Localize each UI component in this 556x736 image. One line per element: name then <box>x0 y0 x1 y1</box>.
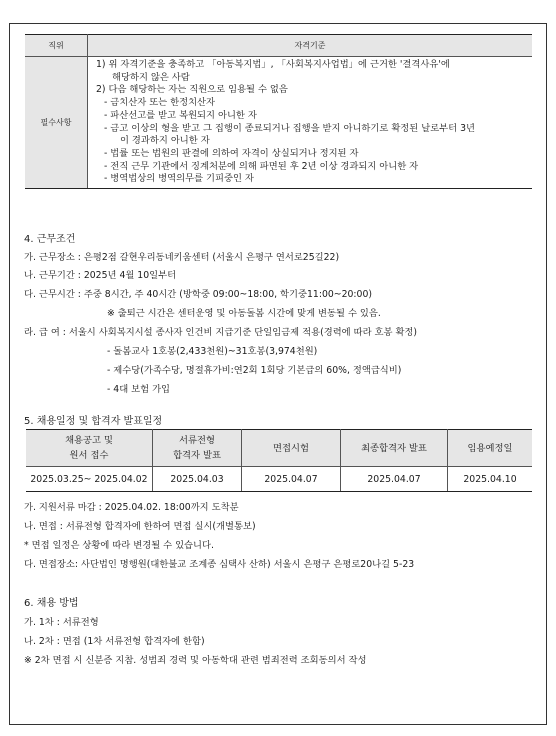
criteria-line: 해당하지 않은 사람 <box>112 71 190 83</box>
section5-title: 5. 채용일정 및 합격자 발표일정 <box>24 416 163 427</box>
criteria-line: - 전직 근무 기관에서 징계처분에 의해 파면된 후 2년 이상 경과되지 아니한 자 <box>104 160 419 172</box>
header-line: 원서 접수 <box>69 450 109 461</box>
schedule-header-interview: 면접시험 <box>242 430 341 467</box>
criteria-line: 이 경과하지 아니한 자 <box>120 135 210 147</box>
header-position: 직위 <box>25 35 88 57</box>
hiring-step: 가. 1차 : 서류전형 <box>24 617 99 628</box>
qualification-row <box>25 57 532 189</box>
criteria-line: - 법률 또는 법원의 판결에 의하여 자격이 상실되거나 정지된 자 <box>104 147 359 159</box>
schedule-header-application <box>26 430 153 467</box>
schedule-header-row <box>26 430 532 467</box>
criteria-line: - 금고 이상의 형을 받고 그 집행이 종료되거나 집행을 받지 아니하기로 확정된 날로부터 3년 <box>104 122 475 134</box>
hiring-note: ※ 2차 면접 시 신분증 지참. 성범죄 경력 및 아동학대 관련 범죄전력 조회동의서 작성 <box>24 655 367 666</box>
schedule-value: 2025.04.07 <box>242 467 341 492</box>
section4-title: 4. 근무조건 <box>24 234 76 245</box>
salary-item: - 4대 보험 가입 <box>107 384 171 395</box>
header-criteria: 자격기준 <box>88 35 533 57</box>
work-period: 나. 근무기간 : 2025년 4월 10일부터 <box>24 270 177 281</box>
schedule-value: 2025.04.07 <box>341 467 448 492</box>
salary-item: - 돌봄교사 1호봉(2,433천원)~31호봉(3,974천원) <box>107 346 318 357</box>
criteria-cell <box>88 57 533 189</box>
schedule-table <box>26 429 532 492</box>
document-page <box>9 23 547 725</box>
schedule-header-start-date: 임용예정일 <box>448 430 533 467</box>
schedule-value: 2025.04.03 <box>153 467 242 492</box>
work-hours: 다. 근무시간 : 주중 8시간, 주 40시간 (방학중 09:00~18:00, 학기중11:00~20:00) <box>24 289 372 300</box>
work-hours-note: ※ 출퇴근 시간은 센터운영 및 아동돌봄 시간에 맞게 변동될 수 있음. <box>107 308 381 319</box>
header-line: 서류전형 <box>179 435 215 446</box>
criteria-line: - 병역법상의 병역의무를 기피중인 자 <box>104 173 254 185</box>
header-line: 채용공고 및 <box>65 435 113 446</box>
criteria-line: - 파산선고를 받고 복원되지 아니한 자 <box>104 109 257 121</box>
criteria-line: 1) 위 자격기준을 충족하고 「아동복지법」, 「사회복지사업법」에 근거한 '결격사유'에 <box>96 59 450 70</box>
schedule-header-document-result <box>153 430 242 467</box>
criteria-line: - 금치산자 또는 한정치산자 <box>104 97 216 109</box>
schedule-note: * 면접 일정은 상황에 따라 변경될 수 있습니다. <box>24 540 214 551</box>
schedule-note: 나. 면접 : 서류전형 합격자에 한하여 면접 실시(개별통보) <box>24 521 256 532</box>
schedule-value: 2025.03.25~ 2025.04.02 <box>26 467 153 492</box>
schedule-value: 2025.04.10 <box>448 467 533 492</box>
salary: 라. 급 여 : 서울시 사회복지시설 종사자 인건비 지급기준 단일임금제 적용(경력에 따라 호봉 확정) <box>24 327 418 338</box>
schedule-note: 다. 면접장소: 사단법인 명행원(대한불교 조계종 심택사 산하) 서울시 은평구 은평로20나길 5-23 <box>24 559 415 570</box>
hiring-step: 나. 2차 : 면접 (1차 서류전형 합격자에 한함) <box>24 636 205 647</box>
schedule-header-final-result: 최종합격자 발표 <box>341 430 448 467</box>
section6-title: 6. 채용 방법 <box>24 598 79 609</box>
work-place: 가. 근무장소 : 은평2점 갈현우리동네키움센터 (서울시 은평구 연서로25길22) <box>24 252 340 263</box>
criteria-line: 2) 다음 해당하는 자는 직원으로 임용될 수 없음 <box>96 84 288 96</box>
qualification-table-header <box>25 35 532 57</box>
schedule-note: 가. 지원서류 마감 : 2025.04.02. 18:00까지 도착분 <box>24 502 239 513</box>
row-label-required: 필수사항 <box>25 57 88 189</box>
salary-item: - 제수당(가족수당, 명절휴가비:연2회 1회당 기본급의 60%, 정액급식비) <box>107 365 402 376</box>
schedule-value-row <box>26 467 532 492</box>
qualification-table <box>25 34 532 189</box>
header-line: 합격자 발표 <box>173 450 221 461</box>
